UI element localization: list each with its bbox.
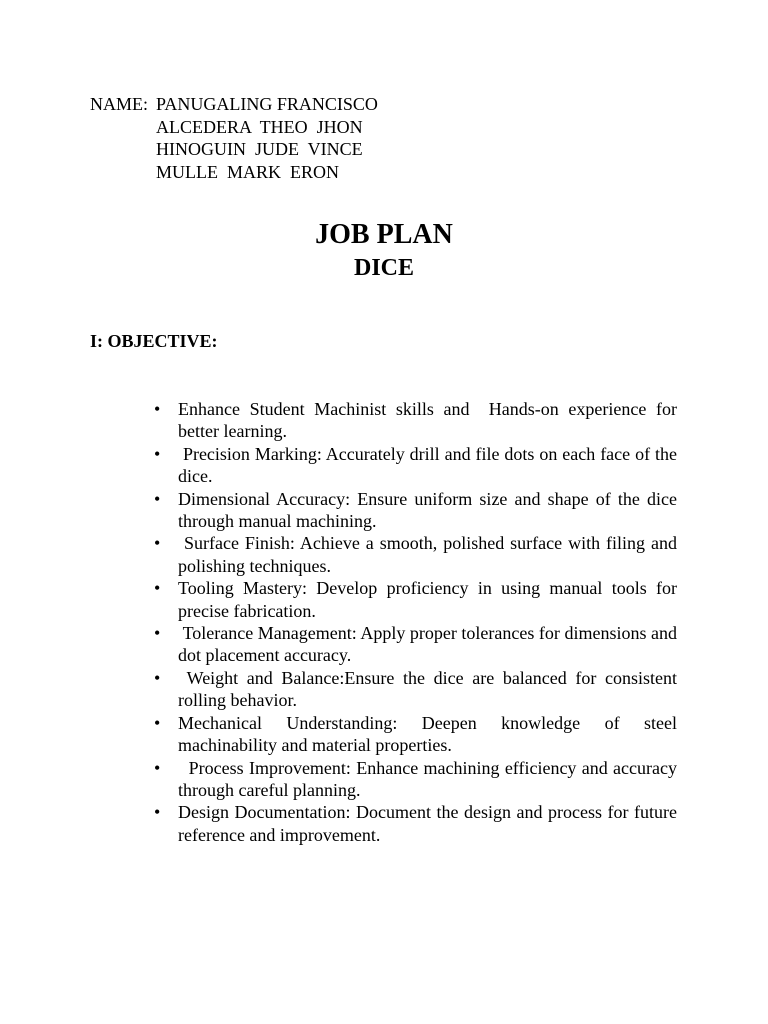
objective-text: Mechanical Understanding: Deepen knowledge of steel machinability and material properties. bbox=[178, 712, 682, 756]
section-heading: I: OBJECTIVE: bbox=[90, 331, 218, 351]
list-item bbox=[154, 577, 682, 622]
list-item bbox=[154, 801, 682, 846]
name-label-spacer bbox=[90, 161, 156, 184]
name-label: NAME: bbox=[90, 94, 148, 114]
name-entry: ALCEDERA THEO JHON bbox=[156, 116, 363, 137]
name-row bbox=[90, 93, 378, 116]
name-label-spacer bbox=[90, 116, 156, 139]
objective-text: Design Documentation: Document the design and process for future reference and improvement. bbox=[178, 802, 682, 845]
name-label-spacer bbox=[90, 138, 156, 161]
objective-text: Tolerance Management: Apply proper tolerances for dimensions and dot placement accuracy. bbox=[178, 623, 682, 666]
objective-text: Enhance Student Machinist skills and Hands-on experience for better learning. bbox=[178, 399, 682, 442]
name-entry: MULLE MARK ERON bbox=[156, 161, 339, 182]
document-subtitle: DICE bbox=[353, 255, 414, 281]
name-entry: PANUGALING FRANCISCO bbox=[156, 94, 378, 114]
bullet-icon: • bbox=[154, 802, 161, 823]
list-item bbox=[154, 398, 682, 443]
bullet-icon: • bbox=[154, 533, 161, 554]
objective-text: Dimensional Accuracy: Ensure uniform size and shape of the dice through manual machining. bbox=[178, 488, 682, 532]
bullet-icon: • bbox=[154, 757, 161, 778]
bullet-icon: • bbox=[154, 488, 161, 509]
names-block bbox=[90, 93, 378, 183]
list-item bbox=[154, 443, 682, 488]
bullet-icon: • bbox=[154, 399, 161, 419]
list-item bbox=[154, 532, 682, 577]
list-item bbox=[154, 757, 682, 802]
objective-text: Precision Marking: Accurately drill and file dots on each face of the dice. bbox=[178, 443, 682, 487]
bullet-icon: • bbox=[154, 667, 161, 688]
document-title: JOB PLAN bbox=[315, 219, 453, 250]
list-item bbox=[154, 622, 682, 667]
name-row bbox=[90, 161, 378, 184]
list-item bbox=[154, 667, 682, 712]
objective-text: Weight and Balance:Ensure the dice are balanced for consistent rolling behavior. bbox=[178, 667, 682, 711]
objective-text: Process Improvement: Enhance machining efficiency and accuracy through careful planning. bbox=[178, 757, 682, 800]
objective-text: Tooling Mastery: Develop proficiency in using manual tools for precise fabrication. bbox=[178, 578, 682, 621]
bullet-icon: • bbox=[154, 578, 161, 599]
list-item bbox=[154, 712, 682, 757]
objective-list bbox=[154, 398, 682, 846]
bullet-icon: • bbox=[154, 443, 161, 464]
bullet-icon: • bbox=[154, 623, 161, 644]
name-row bbox=[90, 116, 378, 139]
objective-text: Surface Finish: Achieve a smooth, polished surface with filing and polishing techniques. bbox=[178, 533, 682, 576]
name-entry: HINOGUIN JUDE VINCE bbox=[156, 139, 363, 159]
name-row bbox=[90, 138, 378, 161]
bullet-icon: • bbox=[154, 712, 161, 733]
list-item bbox=[154, 488, 682, 533]
